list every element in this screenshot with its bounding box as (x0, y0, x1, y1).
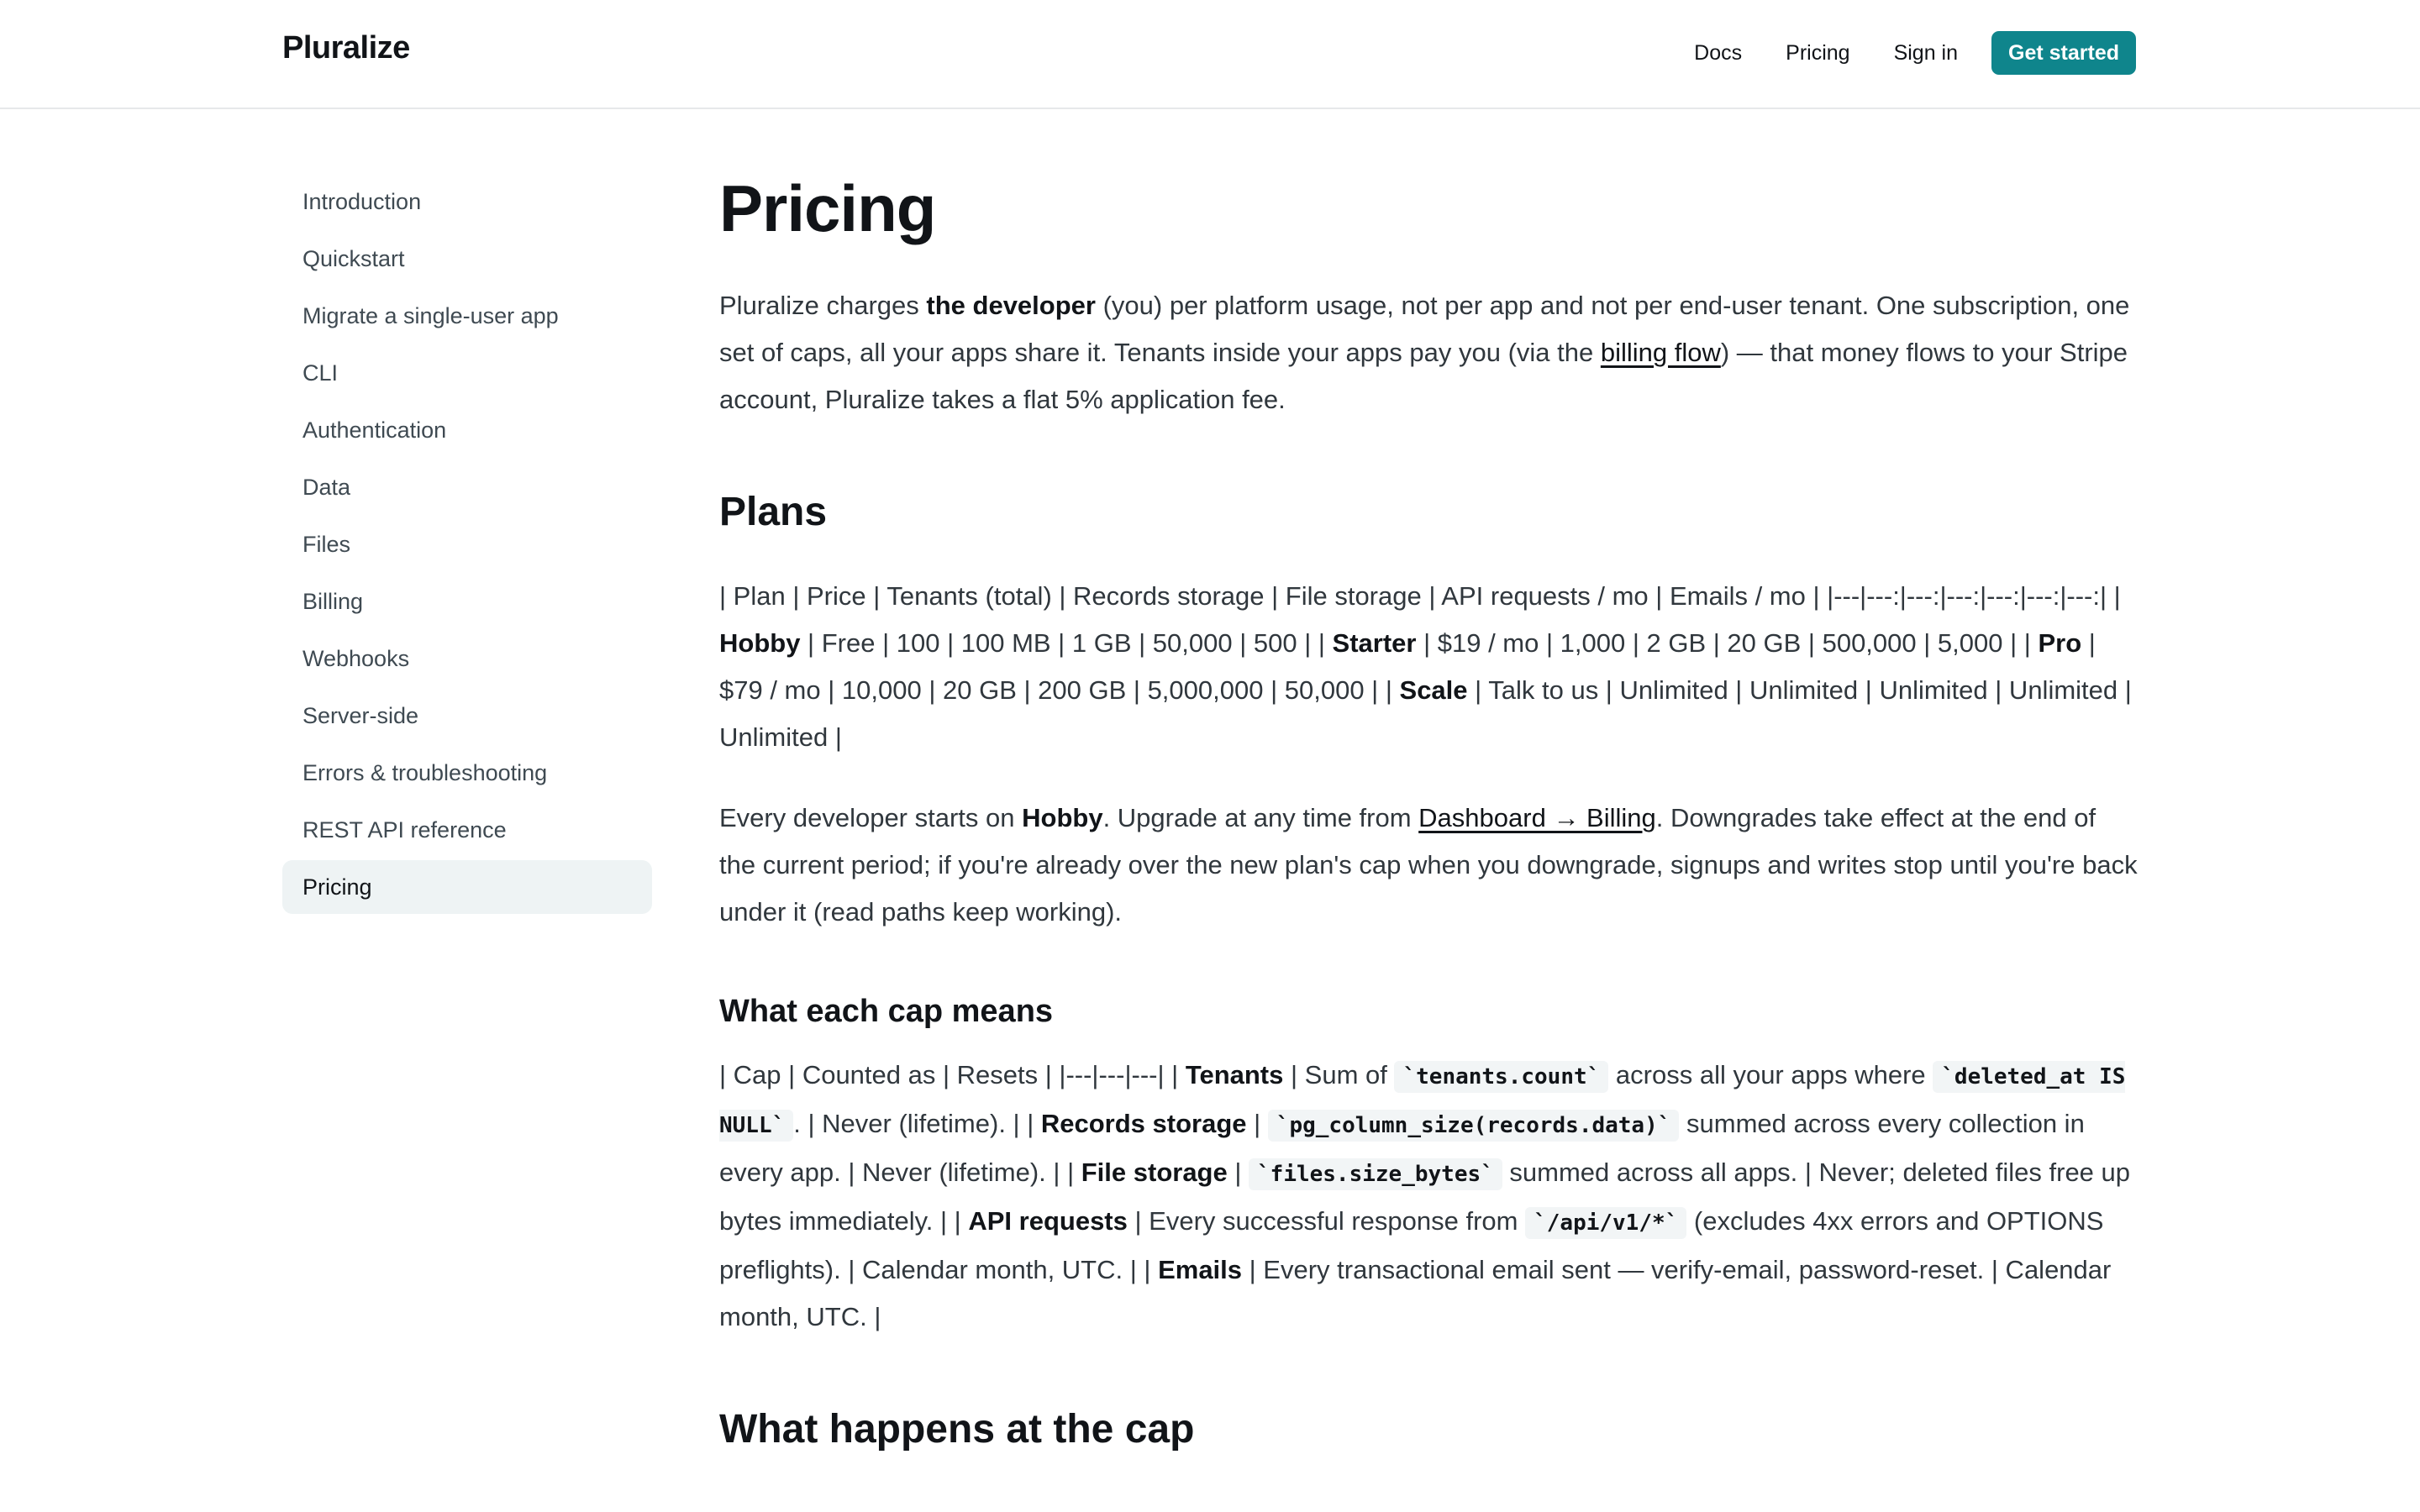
billing-flow-link[interactable]: billing flow (1600, 338, 1721, 367)
intro-text: ) — that money flows to your Stripe account, Pluralize takes a flat 5% application fee. (719, 338, 2128, 414)
plan-name: Starter (1332, 628, 1417, 658)
cap-name: Tenants (1185, 1060, 1284, 1089)
caps-text: summed across all apps. | Never; deleted files free up bytes immediately. | | (719, 1158, 2131, 1236)
upgrade-bold: Hobby (1022, 803, 1103, 832)
caps-text: | Every transactional email sent — verify-email, password-reset. | Calendar month, UTC. | (719, 1255, 2112, 1331)
plan-name: Pro (2038, 628, 2082, 658)
plans-text: | Plan | Price | Tenants (total) | Records storage | File storage | API requests / mo | Emails / mo | |---|---:|---:|---:|---:|---:|---:| | (719, 581, 2121, 611)
caps-text: (excludes 4xx errors and OPTIONS preflights). | Calendar month, UTC. | | (719, 1206, 2104, 1284)
sidebar-item-introduction[interactable]: Introduction (302, 189, 422, 214)
brand-logo[interactable]: Pluralize (282, 30, 410, 66)
top-nav (1650, 30, 2136, 76)
caps-text: | (1246, 1109, 1268, 1138)
inline-code: `deleted_at IS NULL` (719, 1061, 2125, 1142)
intro-text: (you) per platform usage, not per app and not per end-user tenant. One subscription, one set of caps, all your apps share it. Tenants inside your apps pay you (via the (719, 291, 2130, 367)
dashboard-billing-link[interactable]: Dashboard → Billing (1418, 803, 1656, 832)
plan-name: Scale (1399, 675, 1468, 705)
sidebar-item-data[interactable]: Data (302, 475, 351, 500)
upgrade-text: . Downgrades take effect at the end of the current period; if you're already over the new plan's cap when you downgrade, signups and writes stop until you're back under it (read paths keep working). (719, 803, 2138, 927)
upgrade-paragraph (719, 795, 2138, 936)
plans-text: | $79 / mo | 10,000 | 20 GB | 200 GB | 5,000,000 | 50,000 | | (719, 628, 2096, 705)
plans-text: | $19 / mo | 1,000 | 2 GB | 20 GB | 500,000 | 5,000 | | (1416, 628, 2039, 658)
upgrade-text: Every developer starts on (719, 803, 1023, 832)
cap-name: Records storage (1040, 1109, 1247, 1138)
caps-text: . | Never (lifetime). | | (793, 1109, 1041, 1138)
sidebar-item-rest-api[interactable]: REST API reference (302, 817, 507, 843)
inline-code: `/api/v1/*` (1525, 1207, 1686, 1239)
caps-text: across all your apps where (1608, 1060, 1933, 1089)
caps-text: | (1227, 1158, 1249, 1187)
caps-table-text (719, 1052, 2138, 1341)
intro-text: Pluralize charges (719, 291, 927, 320)
sidebar-item-quickstart[interactable]: Quickstart (302, 246, 405, 271)
page-title: Pricing (719, 171, 936, 245)
nav-pricing-link[interactable]: Pricing (1786, 40, 1850, 65)
cap-name: API requests (968, 1206, 1128, 1236)
sidebar-item-pricing[interactable]: Pricing (282, 860, 652, 914)
intro-paragraph (719, 282, 2138, 423)
sidebar-item-cli[interactable]: CLI (302, 360, 339, 386)
inline-code: `tenants.count` (1394, 1061, 1608, 1093)
sidebar-item-billing[interactable]: Billing (302, 589, 364, 614)
plans-text: | Free | 100 | 100 MB | 1 GB | 50,000 | 500 | | (800, 628, 1333, 658)
plans-heading: Plans (719, 490, 828, 534)
cap-behavior-heading: What happens at the cap (719, 1407, 1195, 1452)
cap-name: File storage (1081, 1158, 1228, 1187)
top-navbar (0, 0, 2420, 109)
plans-table-text (719, 573, 2138, 761)
caps-text: | Cap | Counted as | Resets | |---|---|---| | (719, 1060, 1186, 1089)
inline-code: `pg_column_size(records.data)` (1268, 1110, 1680, 1142)
sidebar-item-authentication[interactable]: Authentication (302, 417, 447, 443)
sidebar-item-migrate[interactable]: Migrate a single-user app (302, 303, 559, 328)
main-content (719, 165, 2138, 1457)
sidebar-item-errors[interactable]: Errors & troubleshooting (302, 760, 548, 785)
plan-name: Hobby (719, 628, 801, 658)
caps-text: summed across every collection in every app. | Never (lifetime). | | (719, 1109, 2085, 1187)
inline-code: `files.size_bytes` (1249, 1158, 1502, 1190)
nav-docs-link[interactable]: Docs (1694, 40, 1743, 65)
cap-heading: What each cap means (719, 994, 1054, 1029)
sidebar-item-webhooks[interactable]: Webhooks (302, 646, 410, 671)
intro-bold: the developer (926, 291, 1096, 320)
sidebar-item-server-side[interactable]: Server-side (302, 703, 419, 728)
sidebar-item-files[interactable]: Files (302, 532, 351, 557)
plans-text: | Talk to us | Unlimited | Unlimited | Unlimited | Unlimited | Unlimited | (719, 675, 2132, 752)
caps-text: | Sum of (1283, 1060, 1395, 1089)
nav-sign-in-link[interactable]: Sign in (1893, 40, 1959, 65)
cap-name: Emails (1158, 1255, 1243, 1284)
caps-text: | Every successful response from (1127, 1206, 1526, 1236)
upgrade-text: . Upgrade at any time from (1102, 803, 1419, 832)
docs-sidebar (282, 175, 652, 917)
get-started-button[interactable]: Get started (1991, 31, 2136, 75)
